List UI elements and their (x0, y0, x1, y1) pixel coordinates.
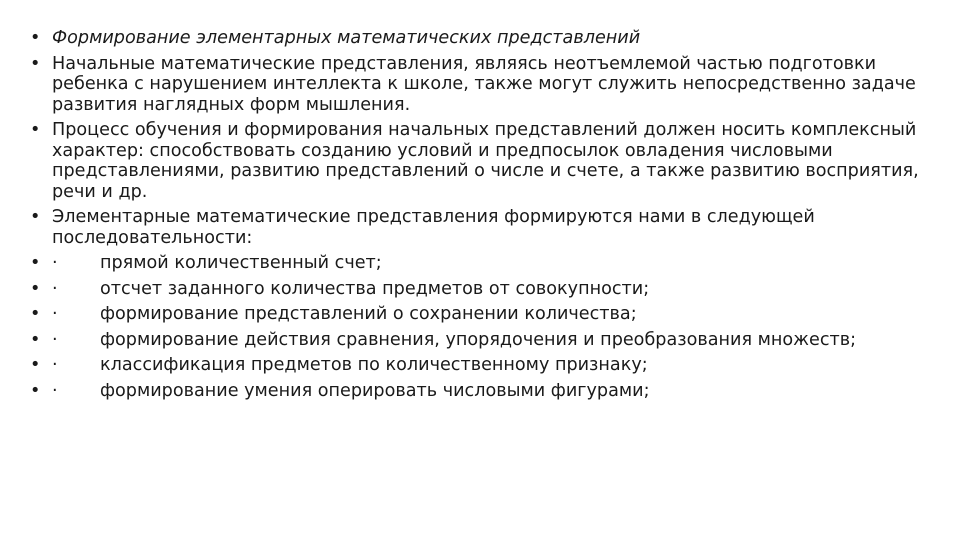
bullet-dot-icon: • (30, 329, 41, 350)
bullet-item (30, 28, 935, 49)
bullet-dot-icon: • (30, 355, 41, 375)
bullet-item (30, 381, 935, 402)
bullet-text: формирование действия сравнения, упорядочения и преобразования множеств; (100, 329, 857, 350)
bullet-text: Элементарные математические представления формируются нами в следующей последовательности: (52, 207, 815, 248)
bullet-dot-icon: • (30, 278, 41, 299)
bullet-item (30, 355, 935, 376)
bullet-text: классификация предметов по количественному признаку; (100, 355, 648, 375)
bullet-list (30, 28, 935, 406)
bullet-item (30, 330, 935, 351)
bullet-dot-icon: • (30, 207, 41, 227)
sub-marker: · (52, 253, 58, 273)
bullet-text: отсчет заданного количества предметов от совокупности; (100, 278, 650, 299)
bullet-dot-icon: • (30, 380, 41, 401)
bullet-text: Процесс обучения и формирования начальных представлений должен носить комплексный характер: способствовать созданию условий и предпосылок овладения числовыми представлениями, развитию представлений о числе и счете, а также развитию восприятия, речи и др. (52, 120, 919, 202)
bullet-item (30, 120, 935, 202)
bullet-text: формирование умения оперировать числовыми фигурами; (100, 380, 650, 401)
bullet-dot-icon: • (30, 53, 41, 74)
sub-marker: · (52, 329, 58, 350)
bullet-item (30, 279, 935, 300)
bullet-item (30, 253, 935, 274)
sub-marker: · (52, 278, 58, 299)
bullet-text: формирование представлений о сохранении количества; (100, 304, 637, 324)
sub-marker: · (52, 304, 58, 324)
bullet-text: Начальные математические представления, являясь неотъемлемой частью подготовки ребенка с нарушением интеллекта к школе, также могут служить непосредственно задаче развития наглядных форм мышления. (52, 53, 916, 115)
bullet-text: прямой количественный счет; (100, 253, 382, 273)
sub-marker: · (52, 380, 58, 401)
bullet-text: Формирование элементарных математических представлений (52, 28, 641, 48)
bullet-item (30, 304, 935, 325)
bullet-dot-icon: • (30, 120, 41, 140)
bullet-item (30, 207, 935, 248)
bullet-dot-icon: • (30, 304, 41, 324)
bullet-item (30, 54, 935, 116)
bullet-dot-icon: • (30, 253, 41, 273)
sub-marker: · (52, 355, 58, 375)
bullet-dot-icon: • (30, 28, 41, 48)
